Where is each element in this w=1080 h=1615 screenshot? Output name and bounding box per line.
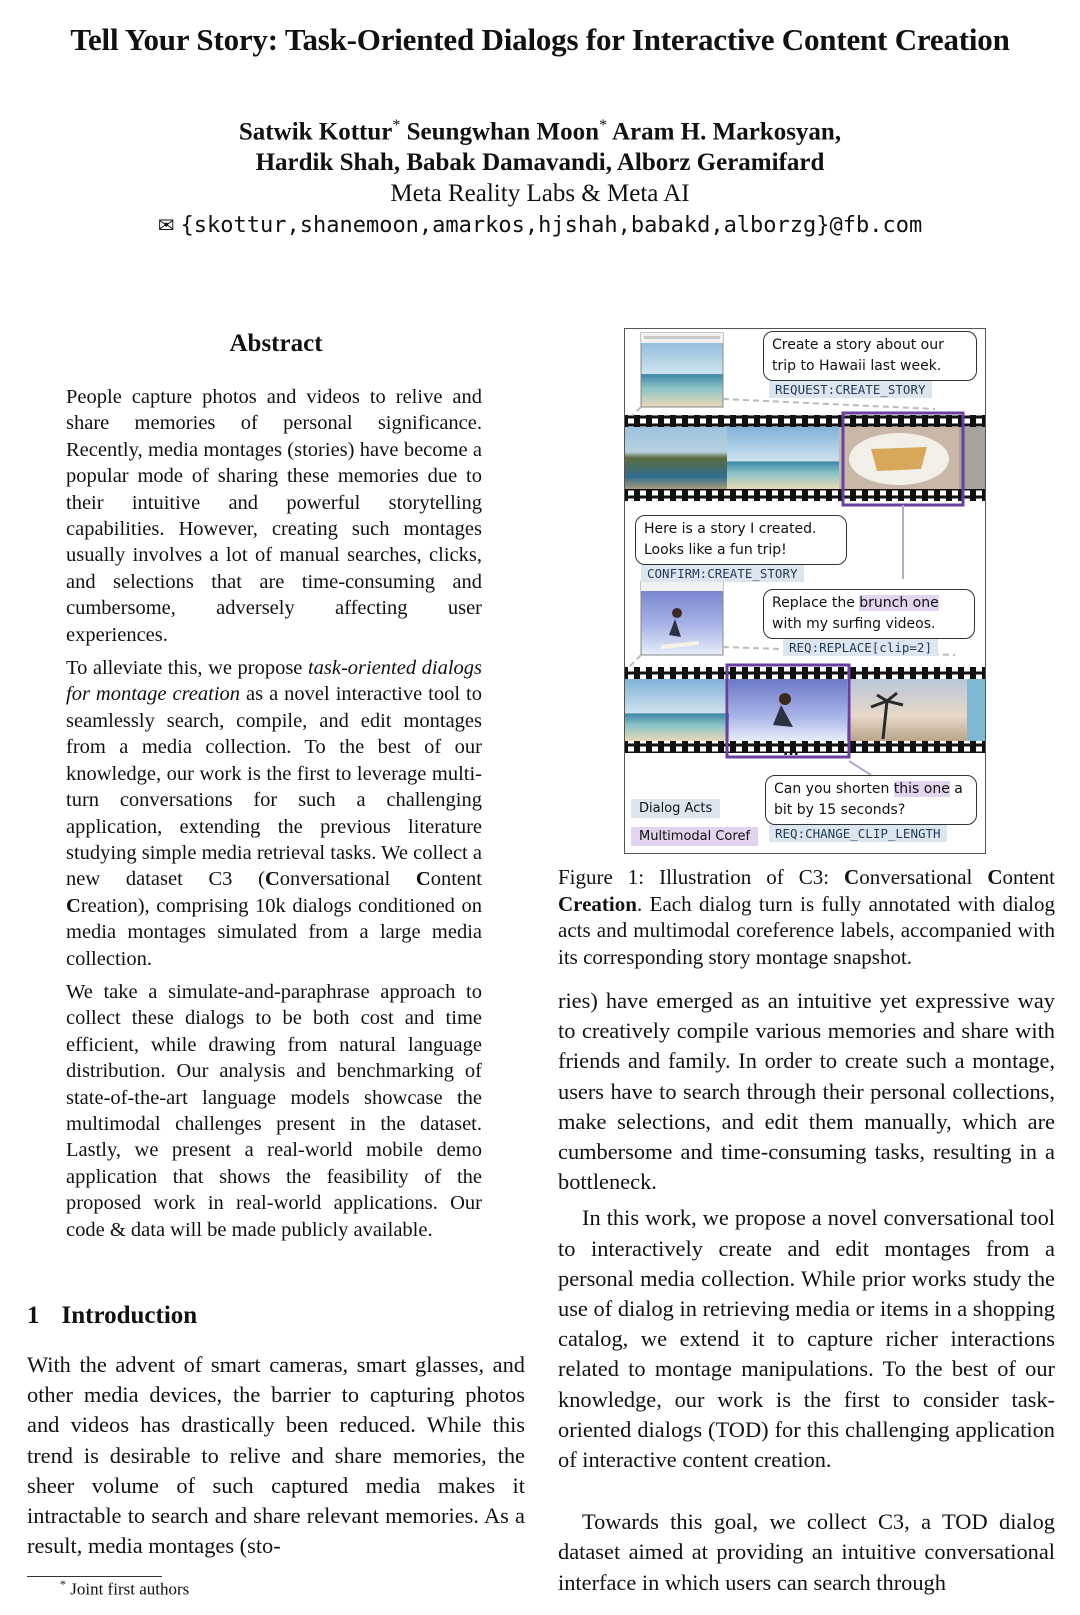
legend-dialog-acts: Dialog Acts [631,799,720,818]
user-bubble-3 [765,775,977,825]
footnote-mark: * [60,1577,66,1591]
abstract-heading: Abstract [229,330,323,357]
emphasis-text: task-oriented dialogs for montage creation [66,657,482,706]
legend-multimodal-coref: Multimodal Coref [631,827,758,846]
author-name: Aram H. Markosyan, [611,118,842,146]
section-number: 1 [27,1302,40,1329]
system-bubble-1: Here is a story I created. Looks like a fun trip! [635,515,847,565]
author-name: Seungwhan Moon [406,118,600,146]
user-bubble-2 [763,589,975,639]
bold-initial: C [844,865,860,889]
bold-initial: C [987,865,1003,889]
text-span: with my surfing videos. [772,616,936,632]
body-paragraph: With the advent of smart cameras, smart glasses, and other media devices, the barrier to capturing photos and videos has drastically been reduced. While this trend is desirable to relive and share memories, the sheer volume of such captured media makes it intractable to search and share relevant memories. As a result, media montages (sto- [27,1352,525,1559]
coref-arrow [849,761,871,775]
joint-author-mark: * [599,117,608,134]
text-span: ontent [1002,865,1055,889]
intro-left-column [27,1350,525,1561]
text-span: Replace the [772,595,855,611]
paper-title: Tell Your Story: Task-Oriented Dialogs for Interactive Content Creation [70,22,1010,57]
thumbnail-beach [641,333,723,407]
author-name: Satwik Kottur [238,118,393,146]
dashed-connector [723,399,935,409]
coref-mention: this one [893,781,950,797]
author-line-1 [0,110,1080,147]
body-paragraph: In this work, we propose a novel conversational tool to interactively create and edit montages from a personal media collection. While prior works study the use of dialog in retrieving media or items in a shopping catalog, we extend it to capture richer interactions related to montage manipulations. To the best of our knowledge, our work is the first to consider task-oriented dialogs (TOD) for this challenging application of interactive content creation. [558,1205,1055,1473]
email-line [0,209,1080,242]
section-heading [27,1302,197,1330]
affiliation: Meta Reality Labs & Meta AI [390,180,690,208]
abstract-body [66,384,482,1250]
user-bubble-1: Create a story about our trip to Hawaii last week. [763,331,977,381]
author-line-2: Hardik Shah, Babak Damavandi, Alborz Geramifard [255,149,825,177]
dashed-connector [629,655,641,667]
body-paragraph: Towards this goal, we collect C3, a TOD dialog dataset aimed at providing an intuitive conversational interface in which users can search through [558,1509,1055,1595]
ellipsis: ... [783,743,799,759]
text-span: ontent [430,868,482,891]
body-paragraph: ries) have emerged as an intuitive yet expressive way to creatively compile various memories and share with friends and family. In order to create such a montage, users have to search through their personal collections, make selections, and edit them manually, which are cumbersome and time-consuming tasks, resulting in a bottleneck. [558,988,1055,1195]
envelope-icon: ✉ [157,213,175,238]
joint-author-mark: * [392,117,401,134]
section-title: Introduction [61,1302,198,1329]
coref-mention: brunch one [859,595,939,611]
text-span: onversational [279,868,416,891]
bold-initial: C [264,868,280,891]
figure-caption [558,864,1055,970]
bold-text: Creation [558,891,637,916]
dialog-act-tag: CONFIRM:CREATE_STORY [641,565,804,582]
bold-initial: C [66,894,81,917]
footnote [60,1577,189,1600]
figure-1 [624,328,986,854]
dialog-act-tag: REQ:CHANGE_CLIP_LENGTH [769,825,947,842]
intro-right-column [558,986,1055,1598]
film-strip-1 [625,413,985,505]
text-span: reation [80,894,138,917]
text-span: To alleviate this, we propose [66,657,303,680]
text-span: a bit by 15 seconds? [774,781,963,818]
abstract-paragraph [66,655,482,972]
thumbnail-surfing [641,581,723,655]
dialog-act-tag: REQUEST:CREATE_STORY [769,381,932,398]
email-address: {skottur,shanemoon,amarkos,hjshah,babakd,alborzg}@fb.com [180,213,923,239]
film-strip-2 [625,665,985,757]
author-block [0,110,1080,242]
text-span: onversational [859,865,988,889]
text-span: ), comprising 10k dialogs conditioned on media montages simulated from a large media collection. [66,894,482,970]
abstract-paragraph: We take a simulate-and-paraphrase approach to collect these dialogs to be both cost and time efficient, while drawing from natural language distribution. Our analysis and benchmarking of state-of-the-art language models showcase the multimodal challenges present in the dataset. Lastly, we present a real-world mobile demo application that shows the feasibility of the proposed work in real-world applications. Our code & data will be made publicly available. [66,980,482,1241]
text-span: Figure 1: Illustration of C3: [558,865,830,889]
text-span: as a novel interactive tool to seamlessly search, compile, and edit montages from a media collection. To the best of our knowledge, our work is the first to leverage multi-turn conversations for such a challenging application, extending the previous literature studying simple media retrieval tasks. We collect a new dataset C3 ( [66,683,483,891]
text-span: . Each dialog turn is fully annotated with dialog acts and multimodal coreference labels, accompanied with its corresponding story montage snapshot. [558,891,1055,969]
abstract-paragraph: People capture photos and videos to relive and share memories of personal significance. Recently, media montages (stories) have become a popular mode of sharing these memories due to their intuitive and powerful storytelling capabilities. However, creating such montages usually involves a lot of manual searches, clicks, and selections that are time-consuming and cumbersome, adversely affecting user experiences. [66,386,482,646]
footnote-text: Joint first authors [70,1579,190,1599]
text-span: Can you shorten [774,781,890,797]
dialog-act-tag: REQ:REPLACE[clip=2] [783,639,938,656]
bold-initial: C [415,868,431,891]
